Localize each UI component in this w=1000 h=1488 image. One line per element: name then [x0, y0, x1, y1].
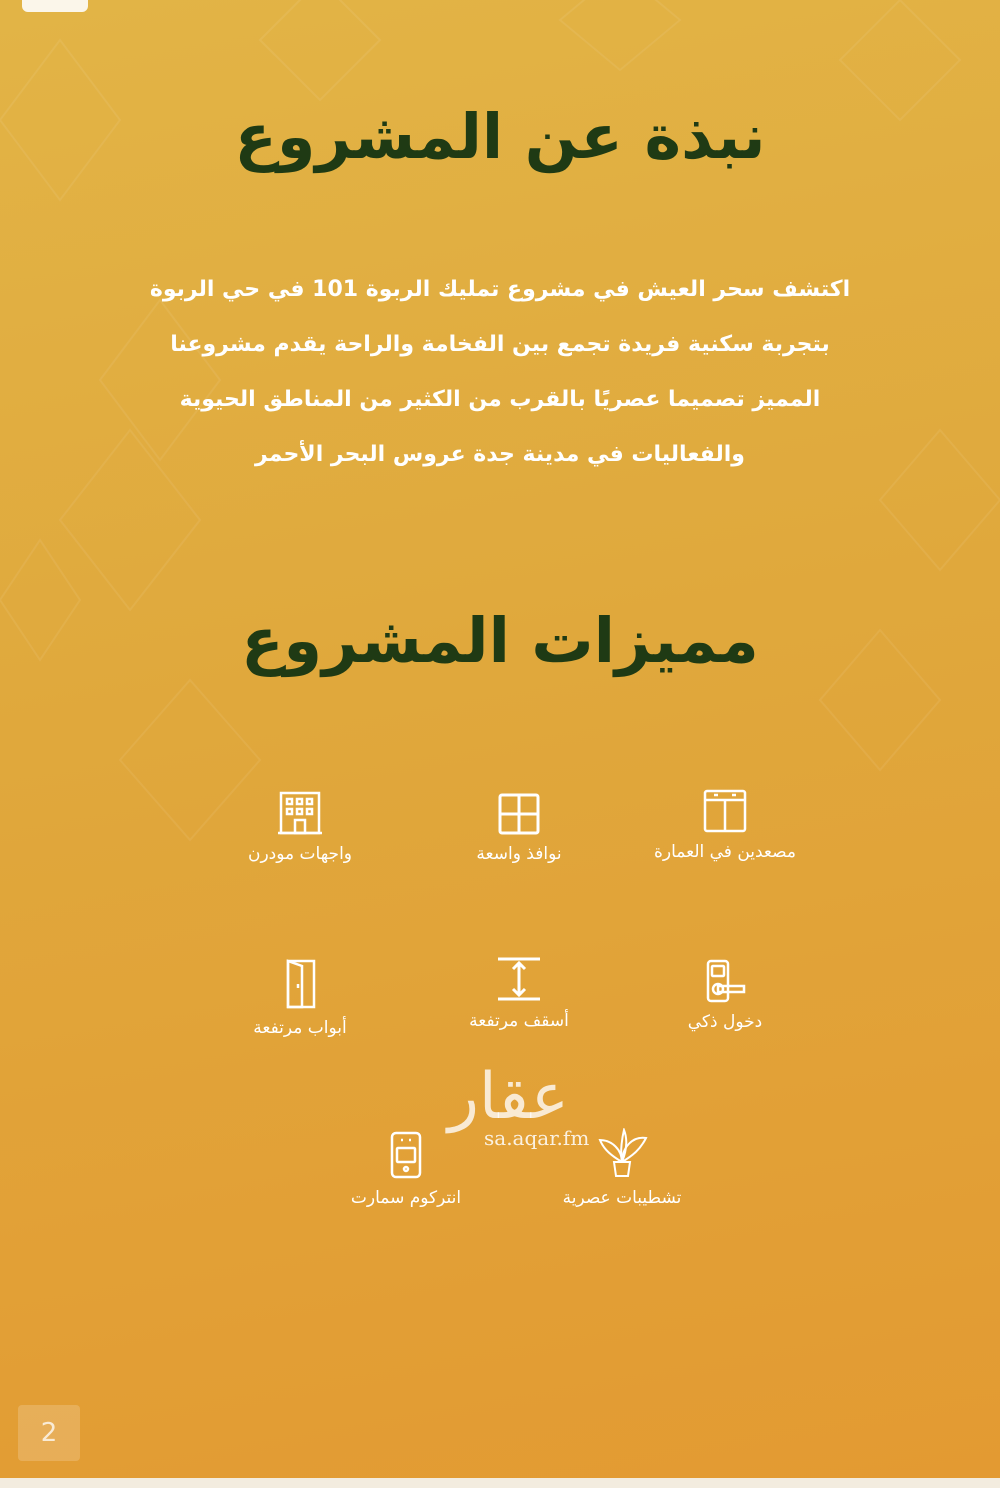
building-icon — [277, 790, 323, 836]
feature-modern-facades — [200, 790, 400, 864]
feature-label: مصعدين في العمارة — [654, 842, 796, 862]
feature-label: أسقف مرتفعة — [469, 1011, 569, 1031]
watermark-url: sa.aqar.fm — [484, 1126, 590, 1150]
about-line: المميز تصميما عصريًا بالقرب من الكثير من المناطق الحيوية — [179, 387, 821, 412]
feature-elevators — [625, 788, 825, 862]
page-number: 2 — [18, 1405, 80, 1461]
feature-windows — [419, 792, 619, 864]
about-paragraph — [120, 262, 880, 482]
feature-high-ceilings — [419, 955, 619, 1031]
feature-label: نوافذ واسعة — [476, 844, 562, 864]
feature-label: تشطيبات عصرية — [562, 1188, 682, 1208]
about-line: والفعاليات في مدينة جدة عروس البحر الأحمر — [255, 442, 745, 467]
feature-label: أبواب مرتفعة — [253, 1018, 347, 1038]
feature-label: دخول ذكي — [687, 1012, 763, 1032]
about-line: اكتشف سحر العيش في مشروع تمليك الربوة 101 في حي الربوة — [149, 277, 851, 302]
window-icon — [497, 792, 541, 836]
feature-smart-entry — [625, 958, 825, 1032]
watermark-logo-word: عقار — [448, 1060, 569, 1134]
feature-label: انتركوم سمارت — [350, 1188, 462, 1208]
about-title: نبذة عن المشروع — [234, 100, 766, 173]
ceiling-height-icon — [496, 955, 542, 1003]
features-title: مميزات المشروع — [241, 604, 759, 677]
about-line: بتجربة سكنية فريدة تجمع بين الفخامة والراحة يقدم مشروعنا — [170, 332, 830, 357]
aqar-watermark — [440, 1060, 660, 1180]
bottom-bar — [0, 1478, 1000, 1488]
top-tab — [22, 0, 88, 12]
smart-lock-icon — [702, 958, 748, 1004]
intercom-icon — [389, 1130, 423, 1180]
feature-label: واجهات مودرن — [247, 844, 353, 864]
feature-high-doors — [200, 958, 400, 1038]
elevator-icon — [702, 788, 748, 834]
door-icon — [280, 958, 320, 1010]
